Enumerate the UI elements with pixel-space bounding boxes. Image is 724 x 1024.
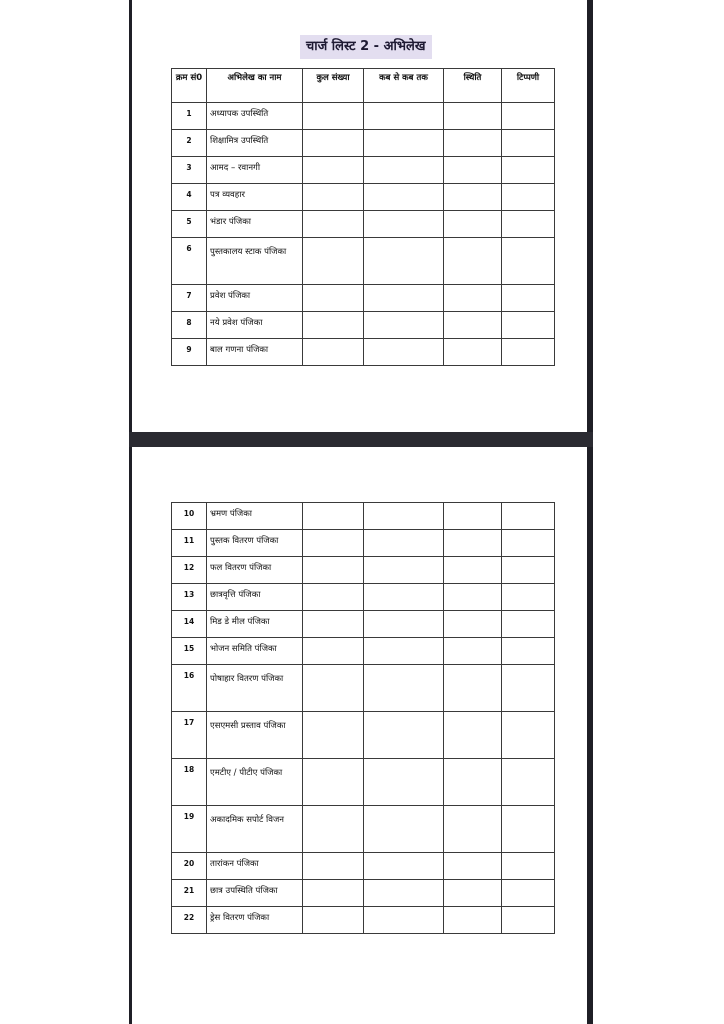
row-record-name: भोजन समिति पंजिका xyxy=(207,638,303,665)
row-remarks xyxy=(502,806,555,853)
row-record-name: भंडार पंजिका xyxy=(207,211,303,238)
row-total-count xyxy=(303,530,364,557)
row-serial: 2 xyxy=(172,130,207,157)
table-row xyxy=(172,285,555,312)
row-record-name: एसएमसी प्रस्ताव पंजिका xyxy=(207,712,303,759)
row-serial: 11 xyxy=(172,530,207,557)
row-serial: 10 xyxy=(172,503,207,530)
row-status xyxy=(444,759,502,806)
row-remarks xyxy=(502,211,555,238)
row-period xyxy=(364,339,444,366)
row-total-count xyxy=(303,638,364,665)
row-status xyxy=(444,285,502,312)
row-record-name: पोषाहार वितरण पंजिका xyxy=(207,665,303,712)
table-row xyxy=(172,611,555,638)
row-total-count xyxy=(303,339,364,366)
row-remarks xyxy=(502,238,555,285)
row-total-count xyxy=(303,584,364,611)
row-status xyxy=(444,638,502,665)
row-remarks xyxy=(502,312,555,339)
row-period xyxy=(364,584,444,611)
row-status xyxy=(444,103,502,130)
table-row xyxy=(172,907,555,934)
row-period xyxy=(364,184,444,211)
row-remarks xyxy=(502,103,555,130)
table-body-page1 xyxy=(172,103,555,366)
row-serial: 21 xyxy=(172,880,207,907)
header-record-name: अभिलेख का नाम xyxy=(207,69,303,103)
row-total-count xyxy=(303,853,364,880)
row-period xyxy=(364,503,444,530)
row-serial: 1 xyxy=(172,103,207,130)
row-remarks xyxy=(502,880,555,907)
table-row xyxy=(172,557,555,584)
row-status xyxy=(444,130,502,157)
header-remarks: टिप्पणी xyxy=(502,69,555,103)
row-serial: 6 xyxy=(172,238,207,285)
row-total-count xyxy=(303,285,364,312)
table-row xyxy=(172,103,555,130)
header-total-count: कुल संख्या xyxy=(303,69,364,103)
row-status xyxy=(444,184,502,211)
table-row xyxy=(172,157,555,184)
row-remarks xyxy=(502,285,555,312)
row-remarks xyxy=(502,157,555,184)
row-status xyxy=(444,907,502,934)
row-period xyxy=(364,238,444,285)
row-remarks xyxy=(502,638,555,665)
page-border-right xyxy=(587,0,593,1024)
table-row xyxy=(172,530,555,557)
table-row xyxy=(172,806,555,853)
row-remarks xyxy=(502,530,555,557)
row-record-name: पुस्तक वितरण पंजिका xyxy=(207,530,303,557)
row-total-count xyxy=(303,503,364,530)
row-remarks xyxy=(502,611,555,638)
header-serial: क्रम सं0 xyxy=(172,69,207,103)
table-row xyxy=(172,853,555,880)
row-period xyxy=(364,638,444,665)
row-status xyxy=(444,157,502,184)
row-remarks xyxy=(502,557,555,584)
row-total-count xyxy=(303,157,364,184)
row-remarks xyxy=(502,503,555,530)
row-record-name: नये प्रवेश पंजिका xyxy=(207,312,303,339)
row-record-name: ड्रेस वितरण पंजिका xyxy=(207,907,303,934)
records-table-page1 xyxy=(171,68,555,366)
row-serial: 7 xyxy=(172,285,207,312)
table-row xyxy=(172,339,555,366)
row-status xyxy=(444,584,502,611)
row-total-count xyxy=(303,557,364,584)
table-row xyxy=(172,665,555,712)
row-record-name: आमद – रवानगी xyxy=(207,157,303,184)
header-status: स्थिति xyxy=(444,69,502,103)
row-period xyxy=(364,557,444,584)
table-body-page2 xyxy=(172,503,555,934)
row-period xyxy=(364,312,444,339)
table-row xyxy=(172,880,555,907)
row-period xyxy=(364,530,444,557)
table-row xyxy=(172,584,555,611)
table-row xyxy=(172,503,555,530)
row-period xyxy=(364,880,444,907)
row-period xyxy=(364,157,444,184)
row-period xyxy=(364,806,444,853)
row-record-name: प्रवेश पंजिका xyxy=(207,285,303,312)
row-total-count xyxy=(303,665,364,712)
row-record-name: तारांकन पंजिका xyxy=(207,853,303,880)
row-status xyxy=(444,503,502,530)
table-row xyxy=(172,638,555,665)
row-total-count xyxy=(303,759,364,806)
table-row xyxy=(172,211,555,238)
row-serial: 12 xyxy=(172,557,207,584)
row-total-count xyxy=(303,806,364,853)
row-serial: 19 xyxy=(172,806,207,853)
row-total-count xyxy=(303,130,364,157)
row-remarks xyxy=(502,184,555,211)
row-remarks xyxy=(502,584,555,611)
row-status xyxy=(444,880,502,907)
table-row xyxy=(172,712,555,759)
row-status xyxy=(444,665,502,712)
row-serial: 16 xyxy=(172,665,207,712)
row-serial: 3 xyxy=(172,157,207,184)
row-serial: 17 xyxy=(172,712,207,759)
row-status xyxy=(444,853,502,880)
row-status xyxy=(444,312,502,339)
document-title: चार्ज लिस्ट 2 - अभिलेख xyxy=(300,35,432,59)
row-total-count xyxy=(303,238,364,285)
row-record-name: छात्र उपस्थिति पंजिका xyxy=(207,880,303,907)
table-row xyxy=(172,759,555,806)
row-remarks xyxy=(502,853,555,880)
row-period xyxy=(364,907,444,934)
row-serial: 8 xyxy=(172,312,207,339)
row-period xyxy=(364,712,444,759)
table-row xyxy=(172,184,555,211)
row-period xyxy=(364,130,444,157)
row-status xyxy=(444,530,502,557)
row-remarks xyxy=(502,759,555,806)
row-serial: 14 xyxy=(172,611,207,638)
row-total-count xyxy=(303,907,364,934)
records-table-page2 xyxy=(171,502,555,934)
row-record-name: फल वितरण पंजिका xyxy=(207,557,303,584)
row-status xyxy=(444,211,502,238)
row-period xyxy=(364,285,444,312)
row-period xyxy=(364,665,444,712)
row-total-count xyxy=(303,103,364,130)
row-record-name: पुस्तकालय स्टाक पंजिका xyxy=(207,238,303,285)
row-total-count xyxy=(303,611,364,638)
row-status xyxy=(444,712,502,759)
row-period xyxy=(364,759,444,806)
row-status xyxy=(444,238,502,285)
row-remarks xyxy=(502,339,555,366)
row-serial: 20 xyxy=(172,853,207,880)
row-total-count xyxy=(303,211,364,238)
row-status xyxy=(444,557,502,584)
row-period xyxy=(364,611,444,638)
row-record-name: भ्रमण पंजिका xyxy=(207,503,303,530)
row-remarks xyxy=(502,907,555,934)
row-serial: 5 xyxy=(172,211,207,238)
row-remarks xyxy=(502,130,555,157)
row-record-name: अकादमिक सपोर्ट विजन xyxy=(207,806,303,853)
row-period xyxy=(364,853,444,880)
header-period: कब से कब तक xyxy=(364,69,444,103)
row-record-name: मिड डे मील पंजिका xyxy=(207,611,303,638)
row-record-name: छात्रवृत्ति पंजिका xyxy=(207,584,303,611)
row-serial: 22 xyxy=(172,907,207,934)
table-row xyxy=(172,130,555,157)
row-remarks xyxy=(502,712,555,759)
row-status xyxy=(444,339,502,366)
row-remarks xyxy=(502,665,555,712)
row-serial: 13 xyxy=(172,584,207,611)
row-serial: 18 xyxy=(172,759,207,806)
row-total-count xyxy=(303,880,364,907)
row-record-name: पत्र व्यवहार xyxy=(207,184,303,211)
row-serial: 15 xyxy=(172,638,207,665)
row-period xyxy=(364,211,444,238)
row-serial: 9 xyxy=(172,339,207,366)
row-total-count xyxy=(303,184,364,211)
row-status xyxy=(444,806,502,853)
row-record-name: शिक्षामित्र उपस्थिति xyxy=(207,130,303,157)
row-serial: 4 xyxy=(172,184,207,211)
table-row xyxy=(172,238,555,285)
table-header-row xyxy=(172,69,555,103)
row-record-name: अध्यापक उपस्थिति xyxy=(207,103,303,130)
row-status xyxy=(444,611,502,638)
row-record-name: बाल गणना पंजिका xyxy=(207,339,303,366)
row-total-count xyxy=(303,712,364,759)
row-record-name: एमटीए / पीटीए पंजिका xyxy=(207,759,303,806)
row-period xyxy=(364,103,444,130)
table-row xyxy=(172,312,555,339)
row-total-count xyxy=(303,312,364,339)
page-separator xyxy=(129,432,593,447)
